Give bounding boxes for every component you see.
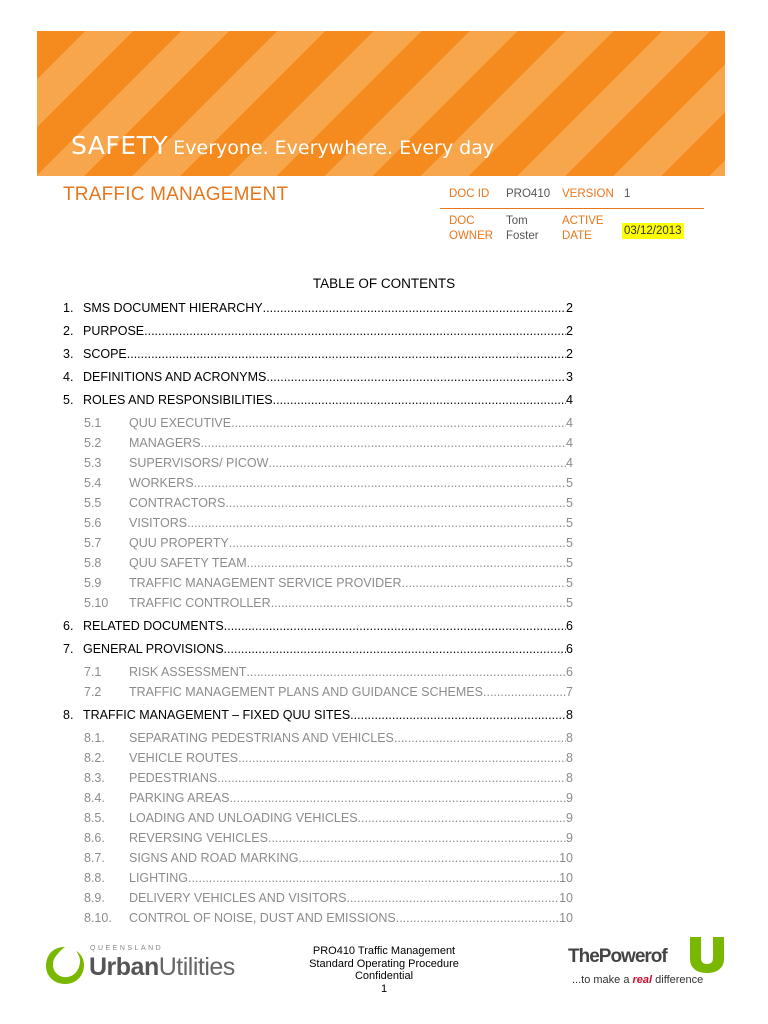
owner-value-2: Foster xyxy=(506,230,539,242)
toc-entry[interactable] xyxy=(63,680,573,700)
toc-entry-page: 9 xyxy=(566,811,573,825)
toc-entry-title: SUPERVISORS/ PICOW xyxy=(129,456,269,470)
toc-entry-title: SIGNS AND ROAD MARKING xyxy=(129,851,299,865)
toc-entry[interactable] xyxy=(63,296,573,316)
toc-entry[interactable] xyxy=(63,866,573,886)
owner-value-1: Tom xyxy=(506,215,528,227)
toc-dot-leader xyxy=(268,830,566,846)
toc-entry-title: REVERSING VEHICLES xyxy=(129,831,268,845)
toc-entry[interactable] xyxy=(63,319,573,339)
toc-entry-number: 1. xyxy=(63,301,74,315)
wordmark-utilities: Utilities xyxy=(158,953,235,981)
toc-entry-number: 8.4. xyxy=(84,791,105,805)
toc-entry[interactable] xyxy=(63,886,573,906)
toc-entry-page: 4 xyxy=(566,436,573,450)
toc-entry[interactable] xyxy=(63,531,573,551)
toc-entry-page: 8 xyxy=(566,708,573,722)
toc-entry-number: 8.9. xyxy=(84,891,105,905)
toc-dot-leader xyxy=(346,890,559,906)
wordmark-urban: Urban xyxy=(89,953,159,981)
toc-entry-title: ROLES AND RESPONSIBILITIES xyxy=(83,393,273,407)
toc-entry[interactable] xyxy=(63,786,573,806)
toc-entry-page: 6 xyxy=(566,665,573,679)
toc-dot-leader xyxy=(350,707,566,723)
power-of-u-logo xyxy=(566,936,732,992)
toc-dot-leader xyxy=(247,555,566,571)
toc-entry-number: 7.2 xyxy=(84,685,102,699)
toc-entry-page: 6 xyxy=(566,619,573,633)
toc-dot-leader xyxy=(483,684,566,700)
owner-label-2: OWNER xyxy=(449,230,494,242)
meta-row-owner xyxy=(440,213,704,249)
owner-label-1: DOC xyxy=(449,215,475,227)
active-date-label-2: DATE xyxy=(562,230,592,242)
toc-entry[interactable] xyxy=(63,411,573,431)
toc-dot-leader xyxy=(188,870,559,886)
toc-entry-title: PEDESTRIANS xyxy=(129,771,218,785)
toc-dot-leader xyxy=(225,495,566,511)
toc-entry-title: QUU PROPERTY xyxy=(129,536,229,550)
tagline-part-3: difference xyxy=(652,974,704,986)
toc-entry-number: 8.3. xyxy=(84,771,105,785)
toc-dot-leader xyxy=(229,535,566,551)
toc-dot-leader xyxy=(230,790,567,806)
toc-entry[interactable] xyxy=(63,388,573,408)
toc-entry-page: 5 xyxy=(566,556,573,570)
active-date-label-1: ACTIVE xyxy=(562,215,604,227)
toc-entry-number: 8. xyxy=(63,708,74,722)
toc-entry[interactable] xyxy=(63,746,573,766)
doc-id-label: DOC ID xyxy=(449,188,490,200)
toc-entry[interactable] xyxy=(63,451,573,471)
toc-entry-title: SEPARATING PEDESTRIANS AND VEHICLES xyxy=(129,731,394,745)
toc-entry-title: PURPOSE xyxy=(83,324,145,338)
toc-entry[interactable] xyxy=(63,726,573,746)
toc-entry-title: TRAFFIC MANAGEMENT SERVICE PROVIDER xyxy=(129,576,402,590)
big-u-icon xyxy=(687,936,727,974)
toc-entry-number: 5.5 xyxy=(84,496,102,510)
toc-entry-number: 8.7. xyxy=(84,851,105,865)
banner-text xyxy=(71,131,494,160)
toc-entry[interactable] xyxy=(63,906,573,926)
toc-entry[interactable] xyxy=(63,491,573,511)
power-of-u-tagline xyxy=(572,974,703,986)
toc-dot-leader xyxy=(271,595,566,611)
document-title: TRAFFIC MANAGEMENT xyxy=(63,184,289,205)
toc-entry-title: WORKERS xyxy=(129,476,194,490)
toc-entry-number: 8.2. xyxy=(84,751,105,765)
toc-entry-page: 8 xyxy=(566,731,573,745)
toc-entry-title: RISK ASSESSMENT xyxy=(129,665,247,679)
toc-entry-number: 5.7 xyxy=(84,536,102,550)
toc-entry-number: 8.10. xyxy=(84,911,112,925)
tagline-part-1: ...to make a xyxy=(572,974,633,986)
toc-entry-page: 2 xyxy=(566,347,573,361)
toc-entry[interactable] xyxy=(63,591,573,611)
footer-doc-title: PRO410 Traffic Management xyxy=(312,945,456,957)
toc-entry-page: 4 xyxy=(566,456,573,470)
toc-entry-page: 5 xyxy=(566,536,573,550)
toc-entry[interactable] xyxy=(63,342,573,362)
toc-entry-title: CONTROL OF NOISE, DUST AND EMISSIONS xyxy=(129,911,396,925)
toc-entry-number: 5. xyxy=(63,393,74,407)
toc-entry[interactable] xyxy=(63,571,573,591)
toc-entry-title: LIGHTING xyxy=(129,871,189,885)
toc-entry-page: 2 xyxy=(566,301,573,315)
toc-entry-page: 10 xyxy=(559,851,573,865)
toc-entry-title: QUU EXECUTIVE xyxy=(129,416,232,430)
toc-dot-leader xyxy=(263,300,566,316)
toc-heading: TABLE OF CONTENTS xyxy=(312,276,456,291)
toc-entry-number: 5.3 xyxy=(84,456,102,470)
toc-dot-leader xyxy=(144,323,566,339)
toc-entry-number: 7. xyxy=(63,642,74,656)
toc-dot-leader xyxy=(396,910,559,926)
toc-entry[interactable] xyxy=(63,826,573,846)
version-label: VERSION xyxy=(562,188,614,200)
footer-doc-type: Standard Operating Procedure xyxy=(309,957,459,970)
toc-entry-title: QUU SAFETY TEAM xyxy=(129,556,247,570)
banner-safety-word: SAFETY xyxy=(71,131,169,160)
toc-entry-page: 5 xyxy=(566,576,573,590)
toc-entry-title: DEFINITIONS AND ACRONYMS xyxy=(83,370,267,384)
toc-entry-number: 5.9 xyxy=(84,576,102,590)
banner-tagline: Everyone. Everywhere. Every day xyxy=(173,137,495,159)
meta-row-id xyxy=(440,181,704,203)
toc-entry-page: 5 xyxy=(566,596,573,610)
toc-entry-number: 7.1 xyxy=(84,665,102,679)
toc-dot-leader xyxy=(127,346,566,362)
toc-dot-leader xyxy=(246,664,566,680)
toc-entry[interactable] xyxy=(63,511,573,531)
toc-entry-number: 8.5. xyxy=(84,811,105,825)
toc-dot-leader xyxy=(268,455,566,471)
toc-entry-title: TRAFFIC MANAGEMENT – FIXED QUU SITES xyxy=(83,708,351,722)
toc-entry-page: 10 xyxy=(559,871,573,885)
toc-entry-page: 5 xyxy=(566,496,573,510)
toc-entry-number: 5.2 xyxy=(84,436,102,450)
active-date-value: 03/12/2013 xyxy=(624,225,682,237)
toc-entry-title: TRAFFIC CONTROLLER xyxy=(129,596,271,610)
toc-entry[interactable] xyxy=(63,551,573,571)
toc-dot-leader xyxy=(224,618,566,634)
toc-entry[interactable] xyxy=(63,806,573,826)
toc-entry-number: 6. xyxy=(63,619,74,633)
footer-confidential: Confidential xyxy=(354,970,414,982)
toc-dot-leader xyxy=(217,770,566,786)
toc-entry[interactable] xyxy=(63,703,573,723)
toc-entry-page: 10 xyxy=(559,911,573,925)
document-meta xyxy=(440,181,704,249)
toc-entry[interactable] xyxy=(63,846,573,866)
toc-entry-page: 5 xyxy=(566,476,573,490)
toc-entry-page: 8 xyxy=(566,771,573,785)
doc-id-value: PRO410 xyxy=(506,188,551,200)
toc-entry-title: PARKING AREAS xyxy=(129,791,230,805)
toc-entry[interactable] xyxy=(63,614,573,634)
toc-entry-title: VISITORS xyxy=(129,516,188,530)
toc-dot-leader xyxy=(231,415,566,431)
power-of-u-wordmark: ThePowerof xyxy=(568,946,667,967)
toc-dot-leader xyxy=(273,392,566,408)
toc-entry-page: 4 xyxy=(566,416,573,430)
toc-dot-leader xyxy=(402,575,567,591)
queensland-label: QUEENSLAND xyxy=(90,945,164,952)
toc-entry-title: SMS DOCUMENT HIERARCHY xyxy=(83,301,263,315)
toc-entry-title: DELIVERY VEHICLES AND VISITORS xyxy=(129,891,347,905)
tagline-real: real xyxy=(632,974,653,986)
toc-dot-leader xyxy=(201,435,567,451)
toc-entry-page: 4 xyxy=(566,393,573,407)
toc-entry-number: 5.10 xyxy=(84,596,109,610)
toc-entry-title: LOADING AND UNLOADING VEHICLES xyxy=(129,811,358,825)
toc-entry-number: 8.1. xyxy=(84,731,105,745)
toc-dot-leader xyxy=(298,850,559,866)
toc-entry[interactable] xyxy=(63,365,573,385)
toc-entry-number: 5.8 xyxy=(84,556,102,570)
toc-entry-number: 4. xyxy=(63,370,74,384)
toc-entry-page: 9 xyxy=(566,791,573,805)
toc-entry-page: 5 xyxy=(566,516,573,530)
toc-dot-leader xyxy=(238,750,566,766)
version-value: 1 xyxy=(624,188,631,200)
toc-entry-page: 2 xyxy=(566,324,573,338)
toc-entry[interactable] xyxy=(63,660,573,680)
toc-entry-number: 8.6. xyxy=(84,831,105,845)
footer-page-number: 1 xyxy=(380,982,388,995)
toc-entry[interactable] xyxy=(63,637,573,657)
toc-entry-page: 7 xyxy=(566,685,573,699)
toc-dot-leader xyxy=(194,475,566,491)
toc-entry-page: 6 xyxy=(566,642,573,656)
toc-entry-title: MANAGERS xyxy=(129,436,201,450)
toc-entry-title: SCOPE xyxy=(83,347,127,361)
toc-entry[interactable] xyxy=(63,431,573,451)
toc-entry-title: GENERAL PROVISIONS xyxy=(83,642,224,656)
toc-entry-page: 9 xyxy=(566,831,573,845)
meta-divider xyxy=(440,208,704,209)
toc-entry-title: RELATED DOCUMENTS xyxy=(83,619,224,633)
safety-banner xyxy=(37,31,725,176)
toc-entry-number: 8.8. xyxy=(84,871,105,885)
toc-entry-number: 5.6 xyxy=(84,516,102,530)
toc-entry-number: 3. xyxy=(63,347,74,361)
toc-entry-page: 10 xyxy=(559,891,573,905)
toc-dot-leader xyxy=(266,369,566,385)
toc-entry-number: 5.4 xyxy=(84,476,102,490)
toc-entry-number: 5.1 xyxy=(84,416,102,430)
toc-entry-number: 2. xyxy=(63,324,74,338)
toc-entry-title: CONTRACTORS xyxy=(129,496,226,510)
toc-entry-page: 8 xyxy=(566,751,573,765)
toc-entry-title: VEHICLE ROUTES xyxy=(129,751,239,765)
toc-dot-leader xyxy=(187,515,566,531)
toc-dot-leader xyxy=(224,641,567,657)
toc-entry[interactable] xyxy=(63,766,573,786)
toc-dot-leader xyxy=(394,730,566,746)
toc-entry[interactable] xyxy=(63,471,573,491)
toc-dot-leader xyxy=(358,810,567,826)
toc-entry-page: 3 xyxy=(566,370,573,384)
toc-entry-title: TRAFFIC MANAGEMENT PLANS AND GUIDANCE SCHEMES xyxy=(129,685,483,699)
